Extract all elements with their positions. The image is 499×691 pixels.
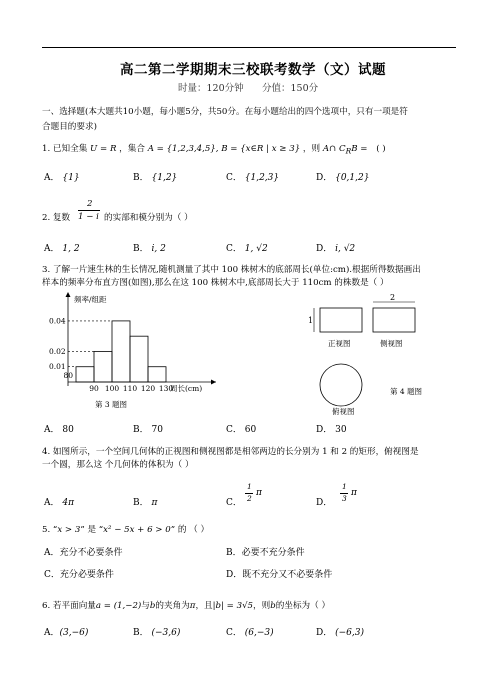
q6-vector-b: b (149, 601, 156, 611)
section-heading-line2: 合题目的要求) (42, 122, 97, 132)
q4-option-d-tail: π (351, 488, 357, 498)
q5-cond1: x > 3 (57, 525, 81, 535)
side-view-label: 侧视图 (380, 339, 403, 348)
front-view-label: 正视图 (328, 339, 351, 348)
y-tick-label: 0.04 (49, 316, 66, 326)
q3-option-b[interactable]: B． 70 (133, 425, 163, 435)
q2-option-c[interactable]: C． 1, √2 (226, 244, 268, 254)
histogram-bar (94, 351, 112, 382)
x-tick-label: 90 (89, 384, 99, 393)
q2-suffix: 的实部和模分别为（ ） (104, 213, 193, 223)
histogram-bar (148, 367, 166, 382)
histogram-bar (130, 336, 148, 382)
exam-score: 分值：150分 (262, 83, 319, 94)
histogram-bar (76, 367, 94, 382)
q6-option-c[interactable]: C． (6,−3) (226, 628, 274, 638)
q5-option-c[interactable]: C．充分必要条件 (44, 570, 114, 580)
top-view-circle (320, 364, 362, 406)
q4-option-c-num: 1 (247, 482, 252, 491)
q1-prefix: 1. 已知全集 (42, 144, 88, 154)
x-tick-label: 80 (63, 371, 73, 380)
q1-expr2: B = (351, 144, 368, 154)
q1-sub: R (345, 146, 352, 156)
q4-option-c[interactable]: C． (226, 498, 242, 508)
q4-line1: 4. 如图所示，一个空间几何体的正视图和侧视图都是相邻两边的长分别为 1 和 2 的矩形，俯视图是 (42, 447, 419, 457)
top-rule (42, 47, 456, 48)
q4-option-d-den: 3 (342, 494, 347, 503)
q4-option-c-den: 2 (247, 494, 252, 503)
three-views-figure (300, 290, 460, 418)
q3-option-a[interactable]: A． 80 (44, 425, 74, 435)
page-title: 高二第二学期期末三校联考数学（文）试题 (120, 62, 386, 78)
q1-option-d[interactable]: D． {0,1,2} (316, 173, 370, 183)
q1-option-b[interactable]: B． {1,2} (133, 173, 178, 183)
q2-option-d[interactable]: D． i, √2 (316, 244, 356, 254)
q5-cond2: x² − 5x + 6 > 0 (103, 525, 171, 535)
q4-line2: 一个圆，那么这 个几何体的体积为（ ） (42, 460, 194, 470)
q6-norm: |b| = 3√5 (212, 601, 254, 611)
q4-option-c-tail: π (256, 488, 262, 498)
q4-option-d[interactable]: D． (316, 498, 333, 508)
x-axis-arrow (211, 380, 216, 385)
side-view-rect (373, 308, 415, 332)
q1-option-c[interactable]: C． {1,2,3} (226, 173, 280, 183)
y-axis-label: 频率/组距 (74, 295, 107, 304)
q2-prefix: 2. 复数 (42, 213, 71, 223)
x-axis-label: 周长(cm) (170, 384, 203, 393)
histogram-bar (112, 321, 130, 382)
question-5: 5. “x > 3” 是 “x² − 5x + 6 > 0” 的 （ ） (42, 525, 210, 535)
figure-3-caption: 第 3 题图 (95, 400, 128, 409)
y-tick-label: 0.01 (49, 362, 66, 372)
q1-then: ，则 (302, 144, 321, 154)
q6-vector-a: a = (1,−2) (95, 601, 142, 611)
q1-sets: A = {1,2,3,4,5}, B = {x∈R | x ≥ 3} (147, 144, 301, 154)
q6-option-b[interactable]: B． (−3,6) (133, 628, 181, 638)
q2-denominator: 1 − i (78, 212, 99, 222)
top-view-label: 俯视图 (332, 407, 355, 416)
q4-option-b[interactable]: B． π (133, 498, 158, 508)
q6-option-d[interactable]: D． (−6,3) (316, 628, 364, 638)
q4-option-a[interactable]: A． 4π (44, 498, 75, 508)
q1-bracket: ( ) (376, 144, 386, 154)
q3-option-c[interactable]: C． 60 (226, 425, 257, 435)
q4-option-d-num: 1 (342, 482, 347, 491)
y-tick-label: 0.02 (49, 346, 66, 356)
section-heading-line1: 一、选择题(本大题共10小题，每小题5分，共50分。在每小题给出的四个选项中，只有一项是符 (42, 107, 408, 117)
q5-option-b[interactable]: B．必要不充分条件 (226, 548, 305, 558)
q2-option-a[interactable]: A． 1, 2 (44, 244, 80, 254)
q6-option-a[interactable]: A．(3,−6) (44, 628, 89, 638)
x-tick-label: 110 (122, 384, 138, 393)
q5-option-a[interactable]: A．充分不必要条件 (44, 548, 123, 558)
question-6: 6. 若平面向量a = (1,−2)与b的夹角为π，且|b| = 3√5，则b的坐标为（ ） (42, 601, 331, 611)
y-axis-arrow (66, 292, 71, 297)
exam-time: 时量：120分钟 (178, 83, 244, 94)
x-tick-label: 130 (158, 384, 174, 393)
q6-angle: π (189, 601, 196, 611)
q1-mid: ，集合 (119, 144, 145, 154)
question-1 (42, 143, 386, 158)
frequency-histogram (40, 290, 230, 408)
q1-universe: U = R (90, 144, 117, 154)
q2-numerator: 2 (87, 199, 93, 209)
q3-line1: 3. 了解一片速生林的生长情况,随机测量了其中 100 株树木的底部周长(单位:cm).根据所得数据画出 (42, 265, 421, 275)
front-view-rect (320, 308, 362, 332)
q1-expr: A∩ C (322, 144, 346, 154)
x-tick-label: 120 (140, 384, 156, 393)
q3-option-d[interactable]: D． 30 (316, 425, 347, 435)
figure-4-caption: 第 4 题图 (390, 387, 423, 396)
x-tick-label: 100 (104, 384, 120, 393)
q3-line2: 样本的频率分布直方图(如图),那么在这 100 株树木中,底部周长大于 110cm 的株数是（ ） (42, 278, 389, 288)
dimension-2-label: 2 (390, 293, 396, 302)
q2-option-b[interactable]: B． i, 2 (133, 244, 166, 254)
q5-option-d[interactable]: D．既不充分又不必要条件 (226, 570, 333, 580)
dimension-1-label: 1 (308, 316, 314, 325)
q1-option-a[interactable]: A． {1} (44, 173, 80, 183)
